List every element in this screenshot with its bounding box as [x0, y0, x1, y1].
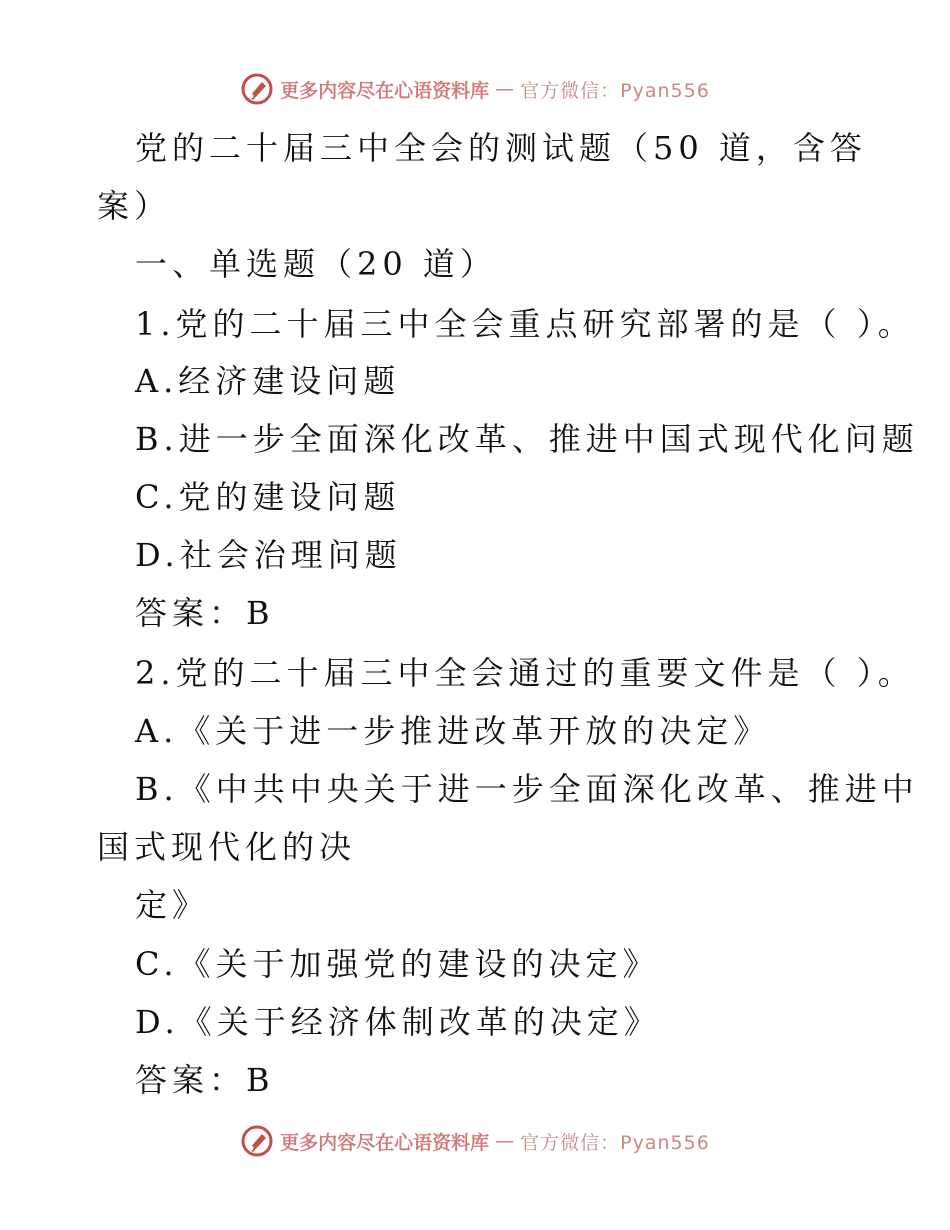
pen-logo-icon	[240, 72, 274, 106]
question-1-option-d: D.社会治理问题	[135, 536, 402, 574]
footer-banner	[0, 1124, 950, 1158]
question-2-option-c: C.《关于加强党的建设的决定》	[135, 945, 660, 983]
doc-title-line2: 案）	[97, 187, 172, 225]
banner-wechat-text: 官方微信：Pyan556	[520, 79, 710, 102]
section-heading: 一、单选题（20 道）	[135, 245, 497, 283]
banner-brand-text: 更多内容尽在心语资料库	[280, 79, 490, 102]
pen-logo-icon	[240, 1124, 274, 1158]
banner-brand-text: 更多内容尽在心语资料库	[280, 1131, 490, 1154]
question-1-option-b: B.进一步全面深化改革、推进中国式现代化问题	[135, 420, 919, 458]
question-1-stem: 1.党的二十届三中全会重点研究部署的是（ ）。	[135, 305, 915, 343]
question-2-option-b-line2: 国式现代化的决	[97, 828, 357, 866]
question-2-stem: 2.党的二十届三中全会通过的重要文件是（ ）。	[135, 654, 915, 692]
question-2-option-b-line1: B.《中共中央关于进一步全面深化改革、推进中	[135, 770, 919, 808]
question-1-answer: 答案：B	[135, 594, 275, 632]
question-1-option-a: A.经济建设问题	[135, 362, 401, 400]
question-2-option-b-line3: 定》	[135, 886, 210, 924]
banner-dash: —	[495, 78, 515, 100]
question-2-option-d: D.《关于经济体制改革的决定》	[135, 1003, 661, 1041]
question-2-answer: 答案：B	[135, 1061, 275, 1099]
question-2-option-a: A.《关于进一步推进改革开放的决定》	[135, 712, 771, 750]
banner-wechat-text: 官方微信：Pyan556	[520, 1131, 710, 1154]
header-banner	[0, 72, 950, 106]
question-1-option-c: C.党的建设问题	[135, 478, 401, 516]
banner-dash: —	[495, 1130, 515, 1152]
doc-title-line1: 党的二十届三中全会的测试题（50 道，含答	[135, 129, 867, 167]
